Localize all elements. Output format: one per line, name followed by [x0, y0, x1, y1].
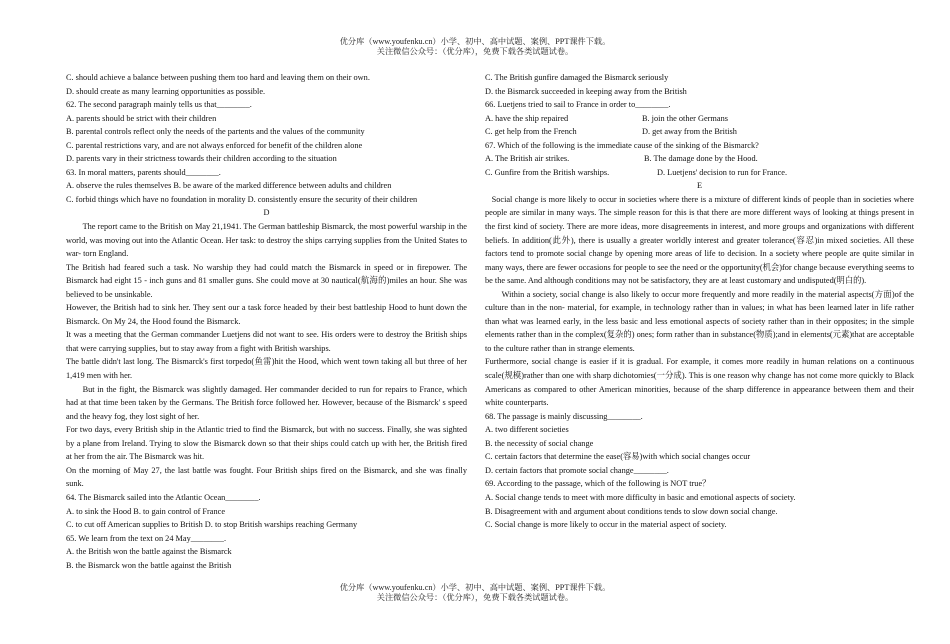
q62-option-d: D. parents vary in their strictness towards their children according to the situation — [66, 154, 337, 164]
q65-option-d: D. the Bismarck succeeded in keeping away from the British — [485, 86, 687, 96]
q66-option-a: A. have the ship repaired — [485, 113, 569, 123]
header-line-2: 关注微信公众号：（优分库），免费下载各类试题试卷。 — [376, 47, 574, 56]
q62-option-a: A. parents should be strict with their children — [66, 113, 217, 123]
question-62: 62. The second paragraph mainly tells us that________. — [66, 100, 252, 110]
passage-d-paragraph-3: However, the British had to sink her. They sent our a task force headed by their best battleship Hood to hunt down the Bismarck. On My 24, the Hood found the Bismarck. — [66, 303, 467, 326]
question-69: 69. According to the passage, which of the following is NOT true？ — [485, 479, 711, 489]
q68-option-d: D. certain factors that promote social change________. — [485, 465, 669, 475]
q62-option-c: C. parental restrictions vary, and are not always enforced for benefit of the children alone — [66, 140, 363, 150]
passage-d-paragraph-5: The battle didn't last long. The Bismarck's first torpedo(鱼雷)hit the Hood, which went town taking all but three of her 1,419 men with her. — [66, 357, 467, 381]
passage-d-paragraph-6: But in the fight, the Bismarck was slightly damaged. Her commander decided to run for repairs to France, which had at that time been taken by the Germans. The British force followed her. However, because of the Bismarck' s speed and the heavy fog, they lost sight of her. — [66, 384, 467, 421]
passage-e-paragraph-3: Furthermore, social change is easier if it is gradual. For example, it comes more readily in human relations on a continuous scale(规模)rather than one with sharp dichotomies(一分成). This is one reason why change has not come more quickly to Black Americans as compared to other American minorities, because of the sharp difference in appearance between them and their white counterparts. — [485, 357, 914, 408]
passage-d-paragraph-4: It was a meeting that the German commander Luetjens did not want to see. His orders were to destroy the British ships that were carrying supplies, but to stay away from a fight with British warships. — [66, 330, 467, 353]
section-e-heading: E — [696, 181, 703, 191]
footer-line-1: 优分库（www.youfenku.cn）小学、初中、高中试题、案例、PPT课件下载。 — [339, 583, 611, 592]
question-66: 66. Luetjens tried to sail to France in order to________. — [485, 100, 671, 110]
question-68: 68. The passage is mainly discussing________. — [485, 411, 643, 421]
q65-option-b: B. the Bismarck won the battle against the British — [66, 560, 232, 570]
q62-option-b: B. parental controls reflect only the needs of the partents and the values of the community — [66, 127, 365, 137]
q64-options-cd: C. to cut off American supplies to British D. to stop British warships reaching Germany — [66, 520, 358, 530]
option-d: D. should create as many learning opportunities as possible. — [66, 86, 266, 96]
q66-options-cd — [485, 125, 914, 139]
q68-option-a: A. two different societies — [485, 425, 569, 435]
q67-option-c: C. Gunfire from the British warships. — [485, 167, 610, 177]
page-header — [0, 37, 950, 57]
footer-line-2: 关注微信公众号：（优分库），免费下载各类试题试卷。 — [376, 593, 574, 602]
q67-option-b: B. The damage done by the Hood. — [644, 154, 758, 164]
question-63: 63. In moral matters, parents should________. — [66, 167, 221, 177]
q67-options-cd — [485, 166, 914, 180]
left-column — [66, 71, 467, 572]
q69-option-a: A. Social change tends to meet with more difficulty in basic and emotional aspects of society. — [485, 492, 796, 502]
page-footer — [0, 583, 950, 603]
q66-option-d: D. get away from the British — [642, 127, 737, 137]
q69-option-b: B. Disagreement with and argument about conditions tends to slow down social change. — [485, 506, 778, 516]
right-column — [485, 71, 914, 532]
passage-e-paragraph-2: Within a society, social change is also likely to occur more frequently and more readily in the material aspects(方面)of the culture than in the non- material, for example, in technology rather than in values; in what has been learned later in life rather than what was learned early, in the less basic and less emotional aspects of society rather than in their opposites; in the simple elements rather than in the complex(复杂的) ones; form rather than in substance(物质);and in elements(元素)that are acceptable to the culture rather than in strange elements. — [485, 289, 914, 353]
header-line-1: 优分库（www.youfenku.cn）小学、初中、高中试题、案例、PPT课件下载。 — [339, 37, 611, 46]
question-65: 65. We learn from the text on 24 May________. — [66, 533, 227, 543]
section-d-heading: D — [263, 208, 270, 218]
q65-option-c: C. The British gunfire damaged the Bismarck seriously — [485, 73, 669, 82]
question-67: 67. Which of the following is the immediate cause of the sinking of the Bismarck? — [485, 140, 759, 150]
q66-option-c: C. get help from the French — [485, 127, 577, 137]
q64-options-ab: A. to sink the Hood B. to gain control of France — [66, 506, 225, 516]
passage-d-paragraph-8: On the morning of May 27, the last battle was fought. Four British ships fired on the Bismarck, and she was finally sunk. — [66, 465, 467, 489]
q66-option-b: B. join the other Germans — [642, 113, 728, 123]
q67-options-ab — [485, 152, 914, 166]
passage-d-paragraph-1: The report came to the British on May 21,1941. The German battleship Bismarck, the most powerful warship in the world, was moving out into the Atlantic Ocean. Her task: to destroy the ships carrying supplies from the United States to war- torn England. — [66, 222, 467, 259]
q63-options-cd: C. forbid things which have no foundation in morality D. consistently ensure the security of their children — [66, 194, 418, 204]
passage-e-paragraph-1: Social change is more likely to occur in societies where there is a mixture of different kinds of people than in societies where people are similar in many ways. The simple reason for this is that there are more different ways of looking at things present in the first kind of society. There are more ideas, more disagreements in interest, and more groups and organizations with different beliefs. In addition(此外), there is usually a greater worldly interest and greater tolerance(容忍)in mixed societies. All these factors tend to promote social change by opening more areas of life to decision. In a society where people are quite similar in many ways, there are fewer occasions for people to see the need or the opportunity(机会)for change because everything seems to be the same. And although conditions may not be satisfactory, they are at least customary and undisputed(明白的). — [485, 194, 914, 286]
question-64: 64. The Bismarck sailed into the Atlantic Ocean________. — [66, 492, 261, 502]
q65-option-a: A. the British won the battle against the Bismarck — [66, 547, 232, 557]
option-c: C. should achieve a balance between pushing them too hard and leaving them on their own. — [66, 73, 370, 82]
passage-d-paragraph-7: For two days, every British ship in the Atlantic tried to find the Bismarck, but with no success. Finally, she was sighted by a plane from Ireland. Trying to slow the Bismarck down so that their ships could catch up with her, the British fired at her from the air. The Bismarck was hit. — [66, 425, 467, 462]
q66-options-ab — [485, 112, 914, 126]
q67-option-a: A. The British air strikes. — [485, 154, 570, 164]
passage-d-paragraph-2: The British had feared such a task. No warship they had could match the Bismarck in speed or in firepower. The Bismarck had eight 15 - inch guns and 81 smaller guns. She could move at 30 nautical(航海的)miles an hour. She was believed to be unsinkable. — [66, 262, 467, 299]
q67-option-d: D. Luetjens' decision to run for France. — [657, 167, 788, 177]
q68-option-c: C. certain factors that determine the ease(容易)with which social changes occur — [485, 452, 751, 462]
q63-options-ab: A. observe the rules themselves B. be aware of the marked difference between adults and children — [66, 181, 392, 191]
q69-option-c: C. Social change is more likely to occur in the material aspect of society. — [485, 520, 727, 530]
q68-option-b: B. the necessity of social change — [485, 438, 594, 448]
